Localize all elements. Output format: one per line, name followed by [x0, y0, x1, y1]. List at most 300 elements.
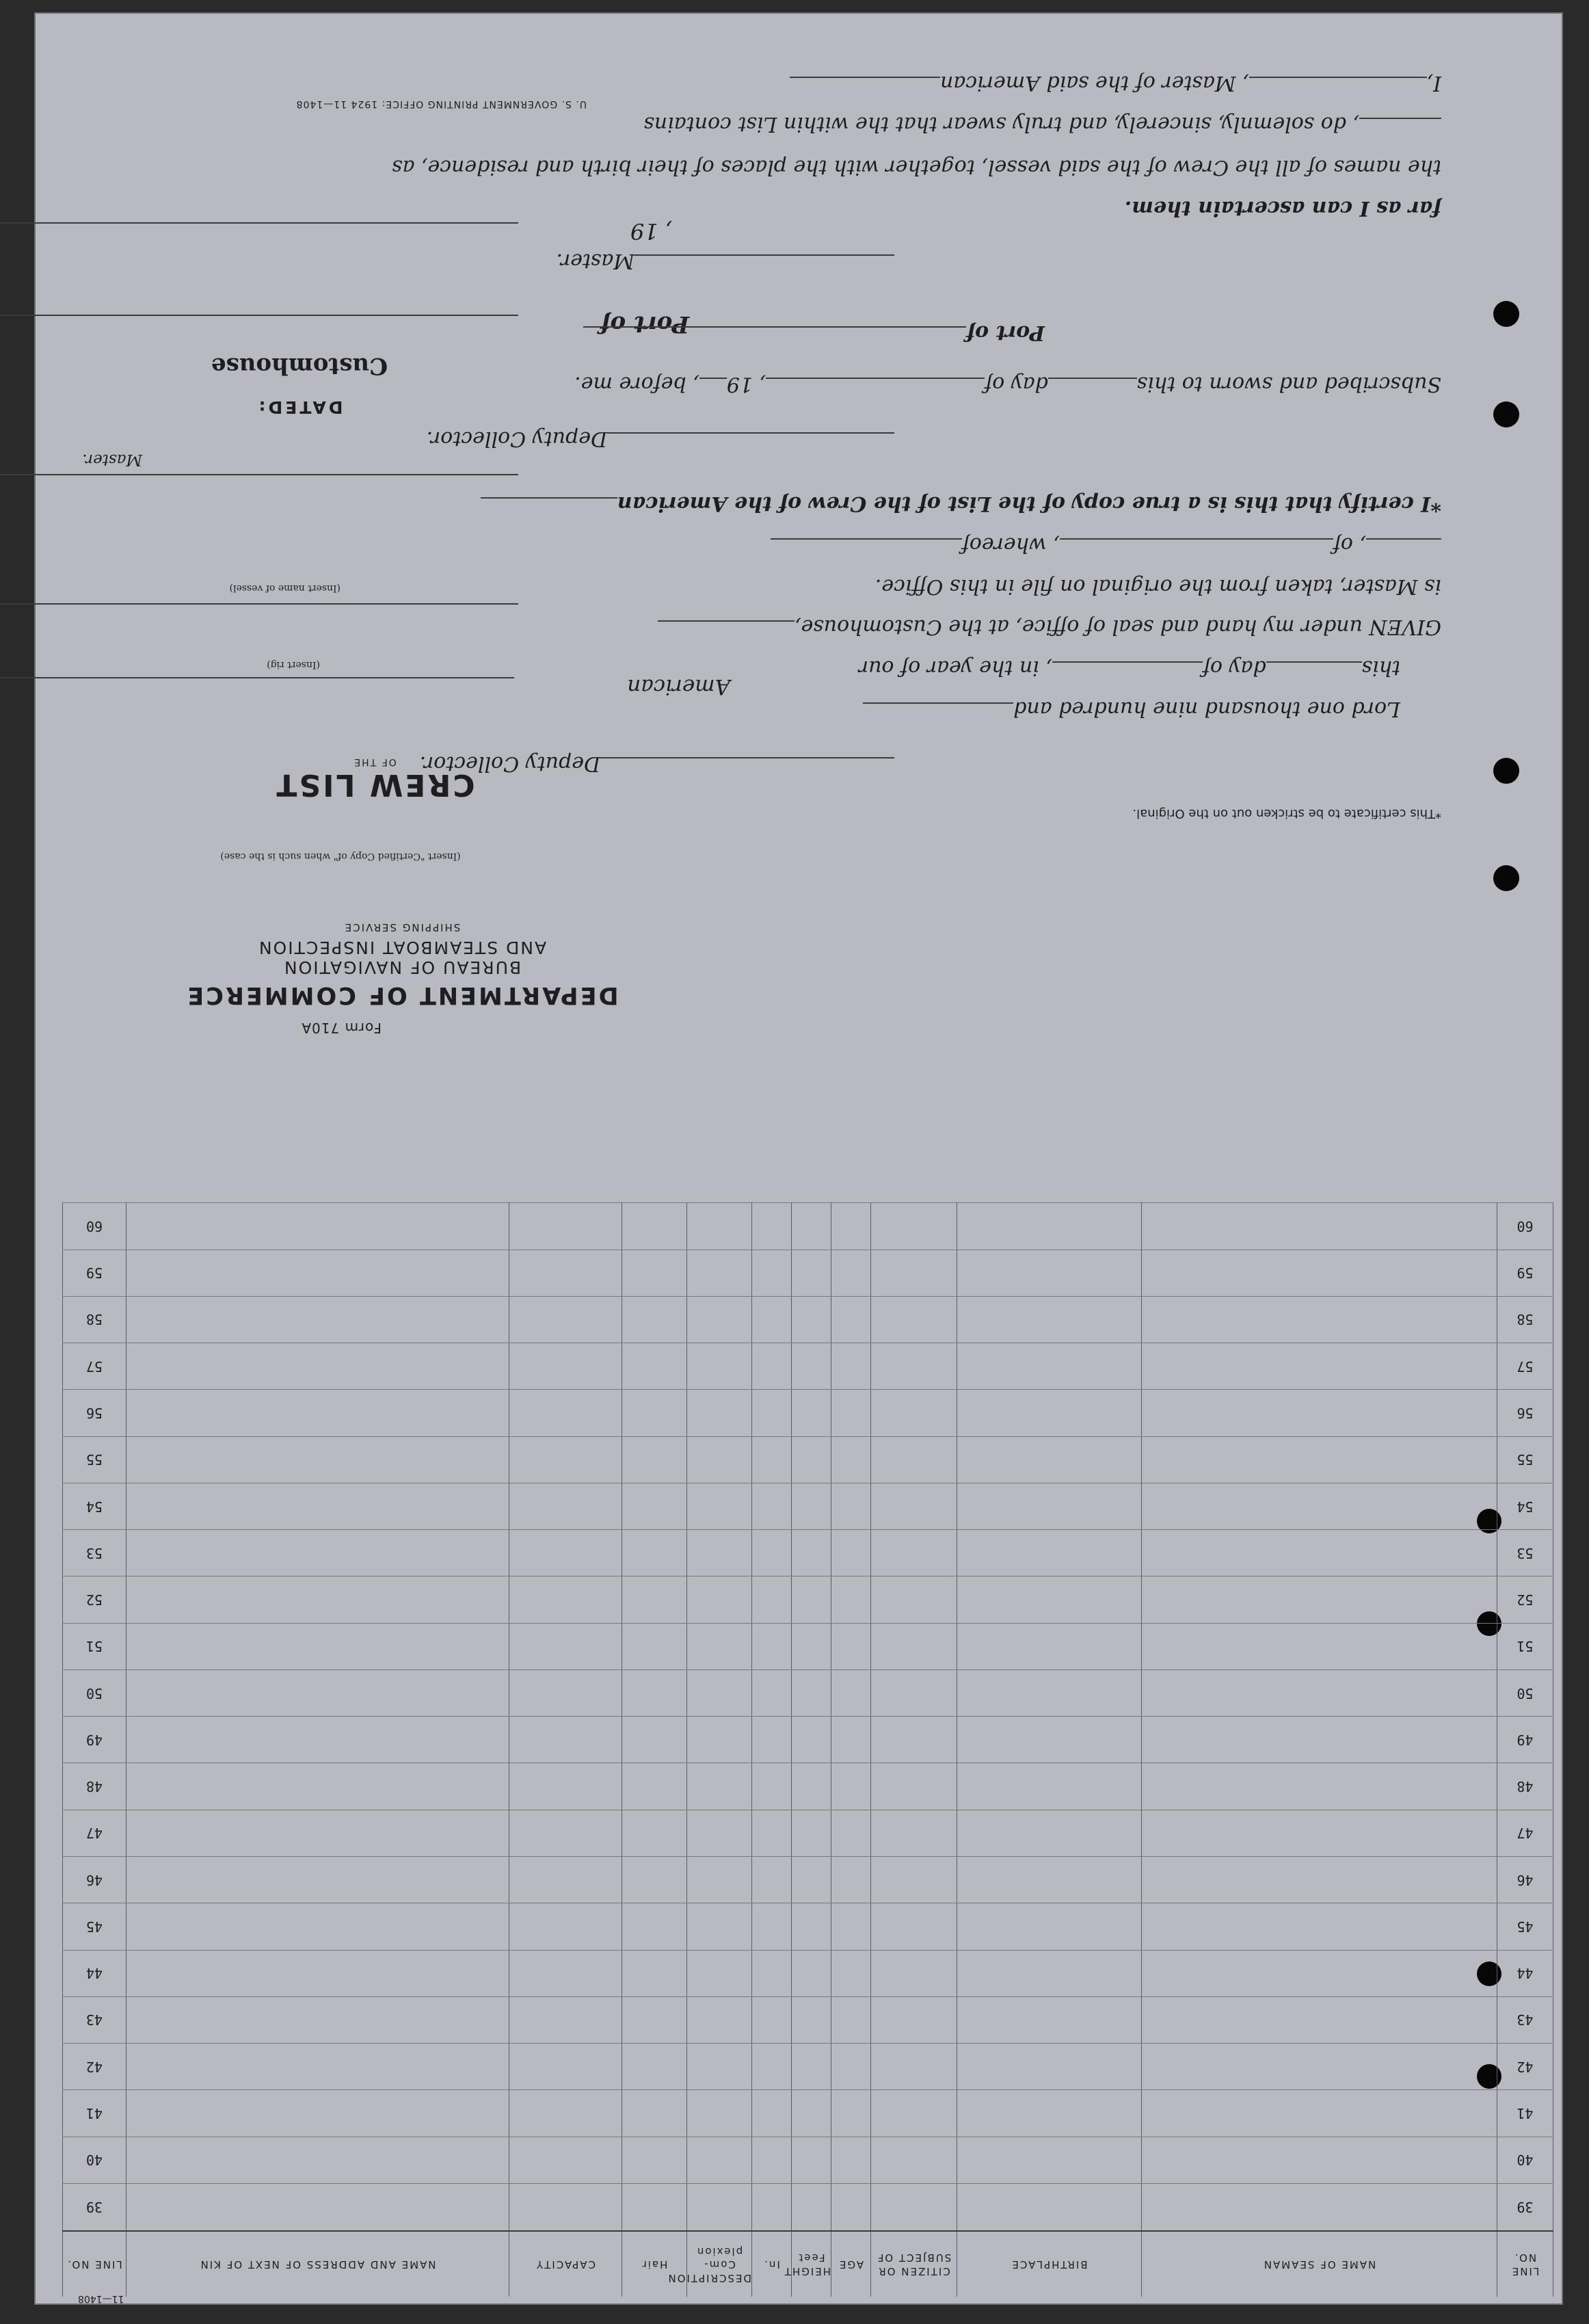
crew-entry-cell[interactable]: [1142, 1810, 1497, 1856]
crew-entry-cell[interactable]: [792, 1296, 831, 1343]
line-number-cell-right: 42: [63, 2044, 126, 2090]
oath-lord: Lord one thousand nine hundred and: [1013, 697, 1400, 721]
crew-entry-cell[interactable]: [622, 1483, 687, 1529]
crew-entry-cell[interactable]: [622, 1717, 687, 1763]
crew-entry-cell[interactable]: [126, 1483, 509, 1529]
crew-entry-cell[interactable]: [126, 1717, 509, 1763]
crew-entry-cell[interactable]: [957, 1763, 1142, 1810]
crew-entry-cell[interactable]: [871, 1530, 957, 1576]
line-number-cell: 56: [1497, 1390, 1553, 1436]
crew-entry-cell[interactable]: [509, 1250, 622, 1296]
crew-entry-cell[interactable]: [126, 1810, 509, 1856]
crew-entry-cell[interactable]: [752, 2137, 792, 2183]
crew-entry-cell[interactable]: [792, 1203, 831, 1250]
header-line-no: LINE NO.: [1497, 2231, 1553, 2297]
crew-entry-cell[interactable]: [509, 1390, 622, 1436]
crew-entry-cell[interactable]: [622, 1810, 687, 1856]
crew-entry-cell[interactable]: [687, 1530, 752, 1576]
crew-entry-cell[interactable]: [831, 1250, 871, 1296]
crew-entry-cell[interactable]: [1142, 1530, 1497, 1576]
crew-entry-cell[interactable]: [622, 1530, 687, 1576]
crew-entry-cell[interactable]: [622, 1343, 687, 1390]
crew-entry-cell[interactable]: [792, 1996, 831, 2043]
crew-entry-cell[interactable]: [752, 1203, 792, 1250]
crew-entry-cell[interactable]: [687, 1250, 752, 1296]
crew-entry-cell[interactable]: [792, 1669, 831, 1716]
crew-entry-cell[interactable]: [622, 1250, 687, 1296]
crew-entry-cell[interactable]: [831, 1296, 871, 1343]
crew-entry-cell[interactable]: [752, 1483, 792, 1529]
crew-entry-cell[interactable]: [957, 1483, 1142, 1529]
crew-entry-cell[interactable]: [871, 2090, 957, 2137]
crew-entry-cell[interactable]: [1142, 1343, 1497, 1390]
line-number-cell: 59: [1497, 1250, 1553, 1296]
crew-entry-cell[interactable]: [622, 1669, 687, 1716]
crew-entry-cell[interactable]: [1142, 2183, 1497, 2231]
crew-entry-cell[interactable]: [752, 1857, 792, 1903]
table-row: [63, 1576, 1553, 1623]
header-hair: Hair: [622, 2231, 687, 2297]
table-row: [63, 1996, 1553, 2043]
crew-entry-cell[interactable]: [871, 2137, 957, 2183]
line-number-cell-right: 41: [63, 2090, 126, 2137]
oath-i-label: I,: [1426, 71, 1441, 95]
blank-fill-line[interactable]: [635, 254, 894, 274]
table-row: [63, 1669, 1553, 1716]
crew-entry-cell[interactable]: [871, 1810, 957, 1856]
crew-entry-cell[interactable]: [509, 1903, 622, 1950]
crew-entry-cell[interactable]: [792, 1717, 831, 1763]
header-name-of-seaman: NAME OF SEAMAN: [1142, 2231, 1497, 2297]
crew-entry-cell[interactable]: [126, 1996, 509, 2043]
crew-entry-cell[interactable]: [871, 1950, 957, 1996]
crew-entry-cell[interactable]: [687, 1669, 752, 1716]
crew-entry-cell[interactable]: [831, 2044, 871, 2090]
crew-entry-cell[interactable]: [792, 1390, 831, 1436]
line-number-cell: 41: [1497, 2090, 1553, 2137]
crew-entry-cell[interactable]: [509, 1763, 622, 1810]
crew-entry-cell[interactable]: [509, 2183, 622, 2231]
crew-entry-cell[interactable]: [752, 2090, 792, 2137]
blank-fill-line[interactable]: [1266, 661, 1362, 681]
crew-entry-cell[interactable]: [687, 1436, 752, 1483]
blank-fill-line[interactable]: [790, 77, 940, 96]
header-next-of-kin: NAME AND ADDRESS OF NEXT OF KIN: [126, 2231, 509, 2297]
crew-entry-cell[interactable]: [622, 2090, 687, 2137]
crew-entry-cell[interactable]: [126, 1343, 509, 1390]
dated-label: DATED:: [256, 397, 343, 417]
crew-entry-cell[interactable]: [957, 1296, 1142, 1343]
crew-entry-cell[interactable]: [831, 1623, 871, 1669]
crew-entry-cell[interactable]: [687, 2090, 752, 2137]
crew-entry-cell[interactable]: [1142, 1950, 1497, 1996]
blank-fill-line[interactable]: [699, 378, 727, 397]
crew-entry-cell[interactable]: [752, 2183, 792, 2231]
blank-fill-line[interactable]: [600, 757, 894, 776]
crew-entry-cell[interactable]: [957, 1343, 1142, 1390]
crew-entry-cell[interactable]: [831, 1763, 871, 1810]
oath-line-4: far as I can ascertain them.: [1124, 196, 1441, 220]
crew-entry-cell[interactable]: [509, 1857, 622, 1903]
crew-entry-cell[interactable]: [622, 2183, 687, 2231]
crew-entry-cell[interactable]: [126, 1763, 509, 1810]
crew-entry-cell[interactable]: [509, 1717, 622, 1763]
crew-entry-cell[interactable]: [126, 2137, 509, 2183]
table-row: [63, 1390, 1553, 1436]
crew-entry-cell[interactable]: [831, 1857, 871, 1903]
crew-entry-cell[interactable]: [1142, 1857, 1497, 1903]
crew-entry-cell[interactable]: [957, 1996, 1142, 2043]
crew-entry-cell[interactable]: [126, 1669, 509, 1716]
crew-entry-cell[interactable]: [752, 1717, 792, 1763]
crew-entry-cell[interactable]: [871, 1390, 957, 1436]
crew-entry-cell[interactable]: [957, 2137, 1142, 2183]
crew-entry-cell[interactable]: [871, 1343, 957, 1390]
crew-entry-cell[interactable]: [831, 1203, 871, 1250]
crew-entry-cell[interactable]: [126, 1857, 509, 1903]
crew-entry-cell[interactable]: [831, 1810, 871, 1856]
crew-entry-cell[interactable]: [622, 1950, 687, 1996]
blank-fill-line[interactable]: [481, 497, 617, 516]
oath-subscribed: Subscribed and sworn to this: [1136, 372, 1441, 396]
crew-entry-cell[interactable]: [622, 1763, 687, 1810]
master-blank-line[interactable]: [0, 474, 518, 475]
crew-entry-cell[interactable]: [957, 2044, 1142, 2090]
crew-entry-cell[interactable]: [622, 1390, 687, 1436]
crew-entry-cell[interactable]: [622, 1296, 687, 1343]
crew-entry-cell[interactable]: [752, 1996, 792, 2043]
date-blank-line[interactable]: [0, 222, 518, 224]
oath-line: [658, 615, 1441, 639]
crew-entry-cell[interactable]: [957, 2183, 1142, 2231]
crew-entry-cell[interactable]: [126, 1296, 509, 1343]
crew-entry-cell[interactable]: [871, 2044, 957, 2090]
crew-entry-cell[interactable]: [871, 1623, 957, 1669]
crew-entry-cell[interactable]: [1142, 1763, 1497, 1810]
crew-entry-cell[interactable]: [1142, 1203, 1497, 1250]
crew-entry-cell[interactable]: [792, 1530, 831, 1576]
crew-entry-cell[interactable]: [126, 1250, 509, 1296]
crew-entry-cell[interactable]: [792, 1950, 831, 1996]
crew-entry-cell[interactable]: [792, 1623, 831, 1669]
crew-entry-cell[interactable]: [622, 2044, 687, 2090]
crew-entry-cell[interactable]: [957, 1530, 1142, 1576]
crew-entry-cell[interactable]: [1142, 1623, 1497, 1669]
crew-entry-cell[interactable]: [622, 1623, 687, 1669]
crew-entry-cell[interactable]: [752, 1903, 792, 1950]
crew-entry-cell[interactable]: [792, 1576, 831, 1623]
crew-entry-cell[interactable]: [752, 1763, 792, 1810]
crew-entry-cell[interactable]: [871, 1763, 957, 1810]
blank-fill-line[interactable]: [1060, 538, 1333, 557]
line-number-cell: 54: [1497, 1483, 1553, 1529]
crew-entry-cell[interactable]: [792, 2090, 831, 2137]
line-number-cell-right: 48: [63, 1763, 126, 1810]
oath-port-of: Port of: [966, 321, 1045, 345]
crew-entry-cell[interactable]: [126, 1576, 509, 1623]
crew-entry-cell[interactable]: [509, 1623, 622, 1669]
oath-line-2: , do solemnly, sincerely, and truly swear that the within List contains: [643, 112, 1359, 136]
crew-entry-cell[interactable]: [957, 1203, 1142, 1250]
crew-entry-cell[interactable]: [126, 1390, 509, 1436]
crew-entry-cell[interactable]: [1142, 1483, 1497, 1529]
line-number-cell-right: 54: [63, 1483, 126, 1529]
crew-entry-cell[interactable]: [831, 1530, 871, 1576]
crew-entry-cell[interactable]: [622, 1576, 687, 1623]
header-description-complexion: [667, 2231, 752, 2297]
crew-entry-cell[interactable]: [1142, 1996, 1497, 2043]
crew-entry-cell[interactable]: [509, 1576, 622, 1623]
crew-entry-cell[interactable]: [509, 1343, 622, 1390]
oath-day-of: day of: [985, 372, 1048, 396]
crew-entry-cell[interactable]: [1142, 1390, 1497, 1436]
crew-entry-cell[interactable]: [509, 1810, 622, 1856]
crew-entry-cell[interactable]: [509, 1483, 622, 1529]
crew-entry-cell[interactable]: [687, 1903, 752, 1950]
crew-entry-cell[interactable]: [687, 2137, 752, 2183]
crew-entry-cell[interactable]: [831, 1903, 871, 1950]
line-number-cell-right: 55: [63, 1436, 126, 1483]
line-number-cell-right: 59: [63, 1250, 126, 1296]
crew-entry-cell[interactable]: [622, 2137, 687, 2183]
crew-entry-cell[interactable]: [957, 1250, 1142, 1296]
bureau-line-1: BUREAU OF NAVIGATION: [282, 958, 522, 977]
crew-entry-cell[interactable]: [871, 1203, 957, 1250]
oath-certify: *I certify that this is a true copy of the List of the Crew of the American: [617, 492, 1441, 516]
crew-entry-cell[interactable]: [687, 1623, 752, 1669]
crew-entry-cell[interactable]: [687, 1296, 752, 1343]
crew-entry-cell[interactable]: [687, 1996, 752, 2043]
crew-entry-cell[interactable]: [871, 1436, 957, 1483]
crew-entry-cell[interactable]: [831, 2137, 871, 2183]
oath-nineteen: , 19: [726, 372, 766, 396]
rig-blank-line[interactable]: [0, 677, 514, 678]
crew-entry-cell[interactable]: [752, 1296, 792, 1343]
crew-entry-cell[interactable]: [792, 1483, 831, 1529]
crew-entry-cell[interactable]: [871, 1483, 957, 1529]
crew-entry-cell[interactable]: [1142, 1296, 1497, 1343]
crew-entry-cell[interactable]: [831, 2183, 871, 2231]
line-number-cell-right: 56: [63, 1390, 126, 1436]
oath-line: [863, 697, 1400, 722]
crew-entry-cell[interactable]: [126, 1203, 509, 1250]
crew-entry-cell[interactable]: [792, 1763, 831, 1810]
american-label: American: [627, 674, 730, 699]
crew-entry-cell[interactable]: [752, 1669, 792, 1716]
blank-fill-line[interactable]: [658, 620, 794, 639]
crew-entry-cell[interactable]: [957, 1857, 1142, 1903]
crew-entry-cell[interactable]: [831, 1483, 871, 1529]
crew-entry-cell[interactable]: [752, 1390, 792, 1436]
blank-fill-line[interactable]: [1052, 661, 1203, 681]
table-row: [63, 1296, 1553, 1343]
line-number-cell-right: 44: [63, 1950, 126, 1996]
crew-entry-cell[interactable]: [792, 1250, 831, 1296]
crew-entry-cell[interactable]: [957, 1903, 1142, 1950]
table-row: [63, 1530, 1553, 1576]
crew-entry-cell[interactable]: [126, 1436, 509, 1483]
crew-entry-cell[interactable]: [509, 1950, 622, 1996]
crew-entry-cell[interactable]: [126, 2044, 509, 2090]
crew-entry-cell[interactable]: [509, 1296, 622, 1343]
port-blank-line[interactable]: [0, 315, 518, 316]
crew-entry-cell[interactable]: [1142, 1717, 1497, 1763]
crew-entry-cell[interactable]: [957, 1669, 1142, 1716]
crew-entry-cell[interactable]: [792, 1343, 831, 1390]
crew-entry-cell[interactable]: [957, 1950, 1142, 1996]
blank-fill-line[interactable]: [1048, 378, 1137, 397]
table-row: [63, 1483, 1553, 1529]
crew-entry-cell[interactable]: [1142, 2137, 1497, 2183]
crew-entry-cell[interactable]: [957, 2090, 1142, 2137]
crew-entry-cell[interactable]: [687, 1950, 752, 1996]
vessel-blank-line[interactable]: [0, 603, 518, 605]
year-label: , 19: [630, 218, 672, 244]
oath-line: [574, 372, 1441, 397]
crew-entry-cell[interactable]: [687, 2044, 752, 2090]
crew-entry-cell[interactable]: [752, 1810, 792, 1856]
blank-fill-line[interactable]: [863, 702, 1013, 722]
crew-entry-cell[interactable]: [687, 1810, 752, 1856]
crew-entry-cell[interactable]: [957, 1576, 1142, 1623]
crew-entry-cell[interactable]: [126, 2183, 509, 2231]
crew-entry-cell[interactable]: [871, 1296, 957, 1343]
crew-entry-cell[interactable]: [687, 1343, 752, 1390]
crew-entry-cell[interactable]: [792, 2183, 831, 2231]
master-label: Master.: [82, 451, 142, 468]
crew-entry-cell[interactable]: [126, 1623, 509, 1669]
crew-entry-cell[interactable]: [871, 1903, 957, 1950]
line-number-cell: 52: [1497, 1576, 1553, 1623]
crew-entry-cell[interactable]: [126, 1530, 509, 1576]
crew-entry-cell[interactable]: [1142, 2090, 1497, 2137]
crew-entry-cell[interactable]: [509, 1530, 622, 1576]
line-number-cell: 46: [1497, 1857, 1553, 1903]
crew-entry-cell[interactable]: [831, 1950, 871, 1996]
crew-entry-cell[interactable]: [687, 2183, 752, 2231]
table-row: [63, 1436, 1553, 1483]
crew-entry-cell[interactable]: [1142, 1250, 1497, 1296]
crew-entry-cell[interactable]: [509, 1436, 622, 1483]
crew-entry-cell[interactable]: [622, 1996, 687, 2043]
crew-entry-cell[interactable]: [622, 1903, 687, 1950]
crew-entry-cell[interactable]: [752, 1343, 792, 1390]
crew-entry-cell[interactable]: [957, 1436, 1142, 1483]
crew-entry-cell[interactable]: [792, 1903, 831, 1950]
crew-entry-cell[interactable]: [871, 1669, 957, 1716]
crew-entry-cell[interactable]: [871, 1857, 957, 1903]
crew-entry-cell[interactable]: [831, 1669, 871, 1716]
crew-entry-cell[interactable]: [871, 1996, 957, 2043]
crew-entry-cell[interactable]: [126, 1950, 509, 1996]
crew-entry-cell[interactable]: [831, 1717, 871, 1763]
crew-entry-cell[interactable]: [687, 1857, 752, 1903]
crew-entry-cell[interactable]: [687, 1576, 752, 1623]
crew-entry-cell[interactable]: [622, 1857, 687, 1903]
crew-entry-cell[interactable]: [687, 1203, 752, 1250]
crew-entry-cell[interactable]: [752, 1436, 792, 1483]
oath-year-of-our: , in the year of our: [858, 656, 1052, 680]
crew-entry-cell[interactable]: [1142, 1436, 1497, 1483]
crew-entry-cell[interactable]: [126, 2090, 509, 2137]
oath-line: [420, 752, 894, 776]
crew-entry-cell[interactable]: [752, 1623, 792, 1669]
crew-entry-cell[interactable]: [752, 1250, 792, 1296]
crew-entry-cell[interactable]: [831, 1343, 871, 1390]
department-heading: [142, 921, 662, 1009]
header-line-no-right: LINE NO.: [63, 2231, 126, 2297]
crew-entry-cell[interactable]: [752, 2044, 792, 2090]
line-number-cell: 50: [1497, 1669, 1553, 1716]
line-number-cell: 51: [1497, 1623, 1553, 1669]
crew-entry-cell[interactable]: [126, 1903, 509, 1950]
blank-fill-line[interactable]: [607, 432, 894, 451]
crew-entry-cell[interactable]: [509, 2137, 622, 2183]
crew-entry-cell[interactable]: [752, 1576, 792, 1623]
oath-line: [771, 533, 1441, 557]
crew-entry-cell[interactable]: [687, 1717, 752, 1763]
oath-deputy-collector-2: Deputy Collector.: [419, 752, 600, 776]
blank-fill-line[interactable]: [1359, 118, 1441, 137]
crew-entry-cell[interactable]: [1142, 1576, 1497, 1623]
crew-entry-cell[interactable]: [509, 1669, 622, 1716]
crew-entry-cell[interactable]: [831, 1576, 871, 1623]
crew-entry-cell[interactable]: [509, 1996, 622, 2043]
blank-fill-line[interactable]: [1366, 538, 1441, 557]
crew-entry-cell[interactable]: [622, 1436, 687, 1483]
crew-entry-cell[interactable]: [687, 1390, 752, 1436]
crew-entry-cell[interactable]: [752, 1950, 792, 1996]
line-number-cell: 47: [1497, 1810, 1553, 1856]
table-row: [63, 2090, 1553, 2137]
crew-entry-cell[interactable]: [957, 1810, 1142, 1856]
crew-entry-cell[interactable]: [509, 2090, 622, 2137]
crew-entry-cell[interactable]: [687, 1763, 752, 1810]
crew-entry-cell[interactable]: [792, 1810, 831, 1856]
blank-fill-line[interactable]: [771, 538, 962, 557]
crew-entry-cell[interactable]: [957, 1623, 1142, 1669]
crew-entry-cell[interactable]: [792, 1436, 831, 1483]
crew-entry-cell[interactable]: [1142, 2044, 1497, 2090]
crew-entry-cell[interactable]: [687, 1483, 752, 1529]
crew-entry-cell[interactable]: [831, 1996, 871, 2043]
crew-entry-cell[interactable]: [831, 1390, 871, 1436]
crew-entry-cell[interactable]: [831, 2090, 871, 2137]
line-number-cell-right: 43: [63, 1996, 126, 2043]
blank-fill-line[interactable]: [766, 378, 985, 397]
crew-entry-cell[interactable]: [792, 1857, 831, 1903]
blank-fill-line[interactable]: [583, 326, 966, 345]
of-the-label: OF THE: [353, 756, 397, 767]
crew-entry-cell[interactable]: [871, 1250, 957, 1296]
blank-fill-line[interactable]: [1249, 77, 1427, 96]
insert-vessel-note: (Insert name of vessel): [229, 583, 340, 594]
crew-entry-cell[interactable]: [831, 1436, 871, 1483]
crew-entry-cell[interactable]: [1142, 1669, 1497, 1716]
crew-entry-cell[interactable]: [792, 2044, 831, 2090]
crew-entry-cell[interactable]: [1142, 1903, 1497, 1950]
crew-entry-cell[interactable]: [871, 1717, 957, 1763]
crew-entry-cell[interactable]: [622, 1203, 687, 1250]
crew-entry-cell[interactable]: [509, 1203, 622, 1250]
crew-entry-cell[interactable]: [957, 1717, 1142, 1763]
crew-entry-cell[interactable]: [871, 2183, 957, 2231]
crew-entry-cell[interactable]: [752, 1530, 792, 1576]
crew-entry-cell[interactable]: [871, 1576, 957, 1623]
crew-entry-cell[interactable]: [792, 2137, 831, 2183]
crew-entry-cell[interactable]: [509, 2044, 622, 2090]
crew-entry-cell[interactable]: [957, 1390, 1142, 1436]
